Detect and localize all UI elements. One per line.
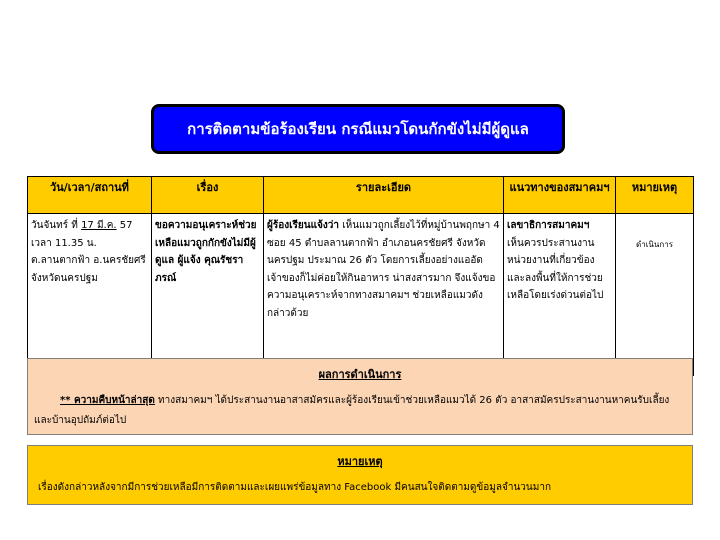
result-heading: ผลการดำเนินการ [318, 368, 402, 381]
date-line: วันจันทร์ ที่ 17 มี.ค. 57 [31, 220, 133, 231]
cell-remark: ดำเนินการ [616, 214, 694, 376]
cell-detail [264, 214, 504, 376]
result-lead: ** ความคืบหน้าล่าสุด [60, 395, 155, 406]
result-panel [27, 358, 693, 435]
location-line: ต.ลานตากฟ้า อ.นครชัยศรี [31, 255, 146, 266]
complaint-table [27, 176, 694, 376]
cell-approach [504, 214, 616, 376]
table-row [28, 214, 694, 376]
header-date-place: วัน/เวลา/สถานที่ [28, 177, 152, 214]
header-remark: หมายเหตุ [616, 177, 694, 214]
date-link: 17 มี.ค. [81, 220, 117, 231]
page-title: การติดตามข้อร้องเรียน กรณีแมวโดนกักขังไม่มีผู้ดูแล [187, 120, 529, 138]
header-approach: แนวทางของสมาคมฯ [504, 177, 616, 214]
detail-lead: ผู้ร้องเรียนแจ้งว่า [267, 220, 340, 231]
detail-text: เห็นแมวถูกเลี้ยงไว้ที่หมู่บ้านพฤกษา 4 ซอย 45 ตำบลลานตากฟ้า อำเภอนครชัยศรี จังหวัดนครปฐม ประมาณ 26 ตัว โดยการเลี้ยงอย่างแออัด เจ้าของก็ไม่ค่อยให้กินอาหาร น่าสงสารมาก จึงแจ้งขอความอนุเคราะห์จากทางสมาคมฯ ช่วยเหลือแมวดังกล่าวด้วย [267, 220, 500, 319]
approach-text: เห็นควรประสานงานหน่วยงานที่เกี่ยวข้องและลงพื้นที่ให้การช่วยเหลือโดยเร่งด่วนต่อไป [507, 237, 604, 301]
cell-date-place [28, 214, 152, 376]
province-line: จังหวัดนครปฐม [31, 272, 98, 284]
header-subject: เรื่อง [152, 177, 264, 214]
time-line: เวลา 11.35 น. [31, 237, 97, 249]
cell-subject: ขอความอนุเคราะห์ช่วยเหลือแมวถูกกักขังไม่มีผู้ดูแล ผู้แจ้ง คุณรัชรา ภรณ์ [152, 214, 264, 376]
remark-heading: หมายเหตุ [337, 455, 383, 468]
title-banner [151, 104, 565, 154]
approach-lead: เลขาธิการสมาคมฯ [507, 220, 590, 231]
remark-body: เรื่องดังกล่าวหลังจากมีการช่วยเหลือมีการติดตามและเผยแพร่ข้อมูลทาง Facebook มีคนสนใจติดตามดูข้อมูลจำนวนมาก [38, 482, 552, 493]
remark-panel [27, 445, 693, 505]
result-body [34, 391, 686, 431]
header-detail: รายละเอียด [264, 177, 504, 214]
result-text: ทางสมาคมฯ ได้ประสานงานอาสาสมัครและผู้ร้องเรียนเข้าช่วยเหลือแมวได้ 26 ตัว อาสาสมัครประสานงานหาคนรับเลี้ยงและบ้านอุปถัมภ์ต่อไป [34, 395, 670, 426]
table-header-row [28, 177, 694, 214]
